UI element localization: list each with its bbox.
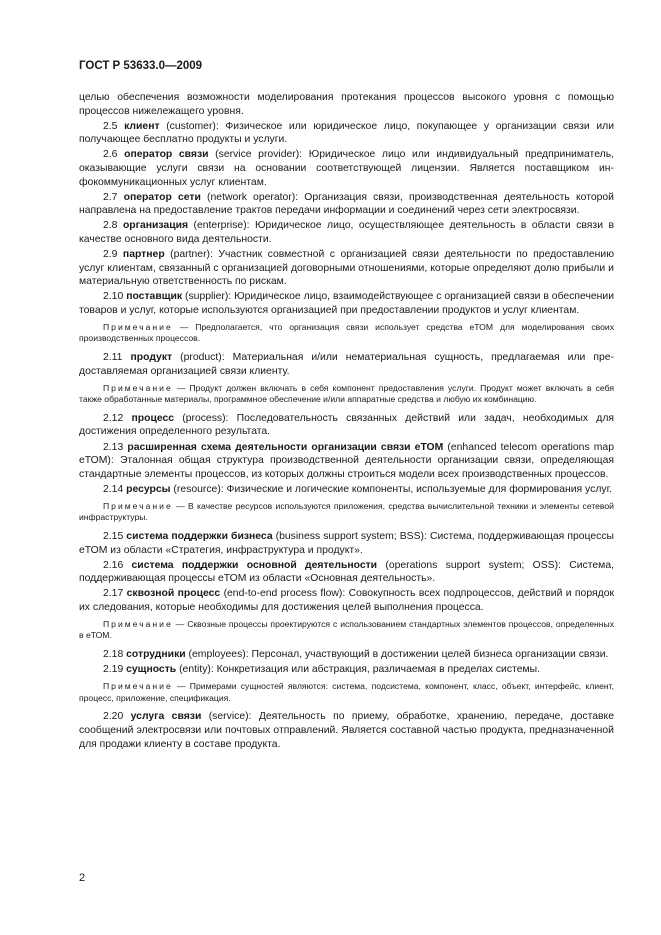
definition-text: (enhanced telecom operations map еТОМ): Эталонная общая структура производственной деятельности организации связи, определяющая стандартные элементы процессов, из которых должны строиться модели всех производственных процессов.: [79, 441, 614, 480]
definition-2-17: [79, 587, 614, 614]
definition-text: (resource): Физические и логические компоненты, используемые для формирования услуг.: [170, 483, 612, 495]
definition-text: (product): Материальная и/или нематериальная сущность, предлагаемая или предоставляемая организацией связи клиенту.: [79, 352, 615, 377]
definition-number: 2.5: [103, 120, 118, 132]
definition-2-11: [79, 351, 614, 378]
definition-text: (entity): Конкретизация или абстракция, различаемая в пределах системы.: [176, 664, 540, 676]
note-text: — В качестве ресурсов используются приложения, средства вычислительной техники и элементы сетевой инфраструктуры.: [79, 500, 614, 523]
definition-number: 2.13: [103, 441, 124, 453]
definition-text: (network operator): Организация связи, производственная деятельность которой направлена на предоставление трактов передачи информации и соединений через сети электросвязи.: [79, 191, 614, 217]
definition-term: ресурсы: [126, 483, 171, 495]
definition-2-10: [79, 290, 614, 317]
definition-term: сотрудники: [126, 649, 186, 661]
definition-number: 2.17: [103, 588, 124, 600]
definition-term: процесс: [131, 412, 175, 424]
note-label: Примечание: [103, 500, 173, 511]
definition-text: (partner): Участник совместной с организацией связи деятельности по предоставлению услуг клиентам, связанный с организацией договорными отношениями, которые определяют долю прибыли и материальную ответственность по рискам.: [79, 249, 614, 288]
note-2-14: [79, 501, 614, 524]
definition-number: 2.8: [103, 220, 118, 232]
definition-number: 2.19: [103, 664, 124, 676]
note-2-17: [79, 619, 614, 642]
definition-number: 2.11: [103, 352, 123, 364]
definition-number: 2.12: [103, 412, 124, 424]
definition-text: (business support system; BSS): Система, поддерживающая процессы еТОМ из области «Стратегия, инфраструктура и продукт».: [79, 531, 614, 556]
note-label: Примечание: [103, 382, 173, 393]
definition-2-13: [79, 441, 614, 482]
definition-number: 2.10: [103, 291, 124, 303]
definition-text: (process): Последовательность связанных действий или задач, необходимых для достижения определенного результата.: [79, 412, 615, 438]
intro-continuation: целью обеспечения возможности моделирования протекания процессов высокого уровня с помощью процессов нижележащего уровня.: [79, 92, 614, 117]
definition-term: продукт: [130, 352, 173, 364]
definitions-list: [79, 120, 614, 752]
definition-2-7: [79, 191, 614, 218]
definition-number: 2.14: [103, 483, 124, 495]
note-text: — Примерами сущностей являются: система, подсистема, компонент, класс, объект, интерфейс, клиент, процесс, приложение, спецификация.: [79, 681, 614, 703]
definition-term: сущность: [126, 664, 177, 676]
definition-2-9: [79, 248, 614, 289]
note-2-19: [79, 681, 614, 704]
definition-number: 2.7: [103, 191, 118, 203]
definition-term: услуга связи: [130, 711, 202, 723]
definition-2-19: [79, 663, 614, 677]
definition-term: партнер: [122, 249, 165, 261]
note-text: — Продукт должен включать в себя компонент предоставления услуги. Продукт может включать в себя также обработанные материалы, программное обеспечение и/или аппаратные средства и любую их комбинацию.: [79, 382, 614, 405]
definition-2-20: [79, 710, 614, 751]
definition-term: расширенная схема деятельности организации связи еТОМ: [127, 441, 444, 453]
definition-text: (service): Деятельность по приему, обработке, хранению, передаче, доставке сообщений электросвязи или почтовых отправлений. Является составной частью продукта, предназначенной для продажи клиенту в составе продукта.: [79, 711, 614, 750]
definition-term: система поддержки бизнеса: [126, 531, 273, 543]
note-label: Примечание: [103, 681, 173, 692]
definition-term: система поддержки основной деятельности: [131, 559, 378, 571]
definition-term: поставщик: [126, 291, 183, 303]
definition-text: (end-to-end process flow): Совокупность всех подпроцессов, действий и порядок их следования, которые необходимы для достижения целей выполнения процесса.: [79, 588, 615, 613]
definition-2-6: [79, 148, 614, 189]
definition-number: 2.20: [103, 711, 124, 723]
definition-2-18: [79, 648, 614, 662]
definition-number: 2.16: [103, 559, 124, 571]
note-2-10: [79, 322, 614, 345]
note-text: — Сквозные процессы проектируются с использованием стандартных элементов процессов, определенных в еТОМ.: [79, 619, 614, 641]
definition-number: 2.18: [103, 649, 124, 661]
note-label: Примечание: [103, 322, 173, 332]
definition-2-8: [79, 219, 614, 246]
definition-term: оператор связи: [124, 149, 209, 161]
page-number: 2: [79, 872, 86, 884]
definition-number: 2.9: [103, 249, 118, 261]
definition-text: (enterprise): Юридическое лицо, осуществляющее деятельность в области связи в качестве основного вида деятельности.: [79, 220, 614, 245]
definition-number: 2.15: [103, 531, 124, 543]
document-body: [79, 91, 614, 753]
definition-2-5: [79, 120, 614, 147]
definition-term: сквозной процесс: [126, 588, 221, 600]
document-header: ГОСТ Р 53633.0—2009: [79, 60, 203, 72]
definition-term: клиент: [124, 120, 160, 132]
definition-text: (service provider): Юридическое лицо или индивидуальный предприниматель, оказывающие услуги связи на основании соответствующей лицензии. Является поставщиком инфокоммуникационных услуг клиентам.: [79, 149, 614, 188]
note-2-11: [79, 383, 614, 406]
definition-2-16: [79, 559, 614, 586]
definition-number: 2.6: [103, 149, 118, 161]
definition-text: (customer): Физическое или юридическое лицо, покупающее у организации связи или получающее бесплатно продукты и услуги.: [79, 120, 615, 146]
definition-2-14: [79, 483, 614, 497]
definition-text: (supplier): Юридическое лицо, взаимодействующее с организацией связи в обеспечении товаров и услуг, которые используются организацией при предоставлении продуктов и услуг клиентам.: [79, 291, 614, 316]
definition-2-15: [79, 530, 614, 557]
definition-text: (employees): Персонал, участвующий в достижении целей бизнеса организации связи.: [185, 649, 609, 661]
definition-term: оператор сети: [123, 191, 201, 203]
note-text: — Предполагается, что организация связи использует средства еТОМ для моделирования своих производственных процессов.: [79, 322, 614, 344]
definition-2-12: [79, 412, 614, 439]
note-label: Примечание: [103, 619, 173, 630]
definition-term: организация: [122, 220, 189, 232]
definition-text: (operations support system; OSS): Система, поддерживающая процессы еТОМ из области «Основная деятельность».: [79, 559, 614, 585]
